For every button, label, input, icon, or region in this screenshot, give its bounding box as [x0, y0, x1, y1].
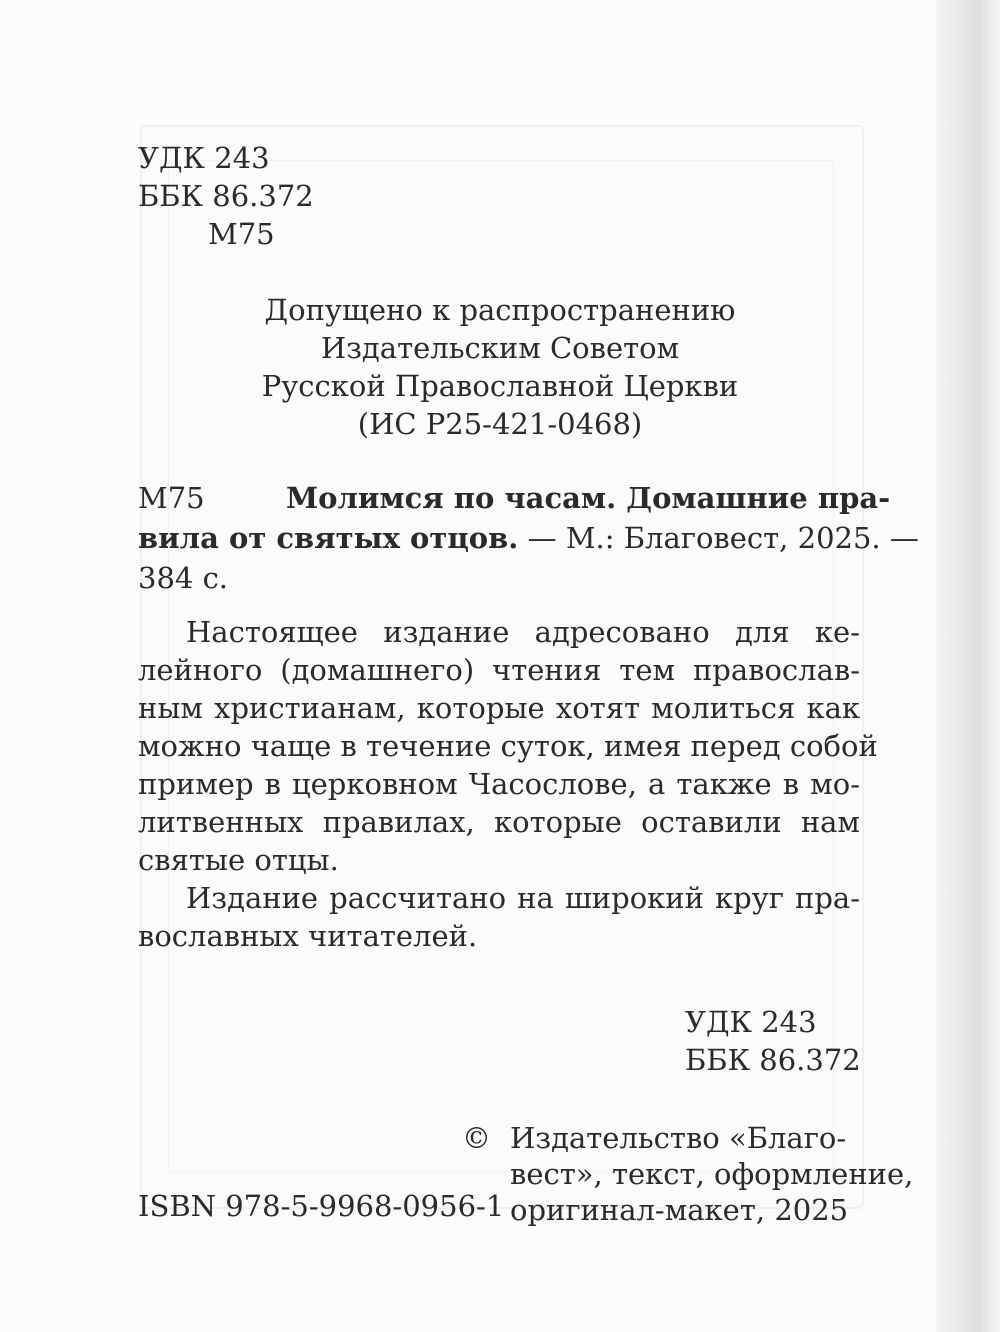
bbk-code-bottom: ББК 86.372 [685, 1043, 861, 1077]
entry-line-1 [138, 480, 891, 520]
approval-line-1: Допущено к распространению [264, 293, 736, 327]
approval-number: (ИС Р25-421-0468) [357, 407, 643, 441]
entry-code: М75 [138, 481, 205, 515]
copyright-line-2: вест», текст, оформление, [510, 1157, 914, 1191]
isbn: ISBN 978-5-9968-0956-1 [138, 1189, 505, 1223]
entry-title-part-2: вила от святых отцов. [138, 521, 519, 555]
entry-line-2 [138, 520, 919, 560]
classification-top [138, 140, 314, 254]
annotation-line: пример в церковном Часослове, а также в мо- [138, 767, 860, 801]
udk-code: УДК 243 [138, 141, 270, 175]
annotation-line: святые отцы. [138, 843, 339, 877]
entry-pages: 384 с. [138, 561, 229, 595]
approval-line-3: Русской Православной Церкви [261, 369, 739, 403]
classification-bottom [685, 1004, 861, 1080]
approval-notice [0, 292, 1000, 444]
annotation-line: ным христианам, которые хотят молиться как [138, 691, 860, 725]
annotation-line: литвенных правилах, которые оставили нам [138, 805, 860, 839]
bibliographic-entry [138, 480, 919, 600]
annotation-line: можно чаще в течение суток, имея перед собой [138, 729, 878, 763]
udk-code-bottom: УДК 243 [685, 1005, 817, 1039]
entry-imprint: — М.: Благовест, 2025. — [518, 521, 919, 555]
annotation-line: Настоящее издание адресовано для ке- [186, 615, 860, 649]
copyright-symbol: © [462, 1121, 491, 1155]
annotation [138, 614, 878, 956]
annotation-line: лейного (домашнего) чтения тем православ- [138, 653, 860, 687]
page-gutter [936, 0, 1000, 1332]
bbk-code: ББК 86.372 [138, 179, 314, 213]
entry-title-part-1: Молимся по часам. Домашние пра- [286, 481, 891, 515]
author-mark: М75 [208, 217, 275, 251]
approval-line-2: Издательским Советом [320, 331, 680, 365]
copyright-line-1: Издательство «Благо- [510, 1121, 847, 1155]
copyright-line-3: оригинал-макет, 2025 [510, 1193, 849, 1227]
annotation-line: Издание рассчитано на широкий круг пра- [186, 881, 860, 915]
annotation-line: вославных читателей. [138, 919, 478, 953]
